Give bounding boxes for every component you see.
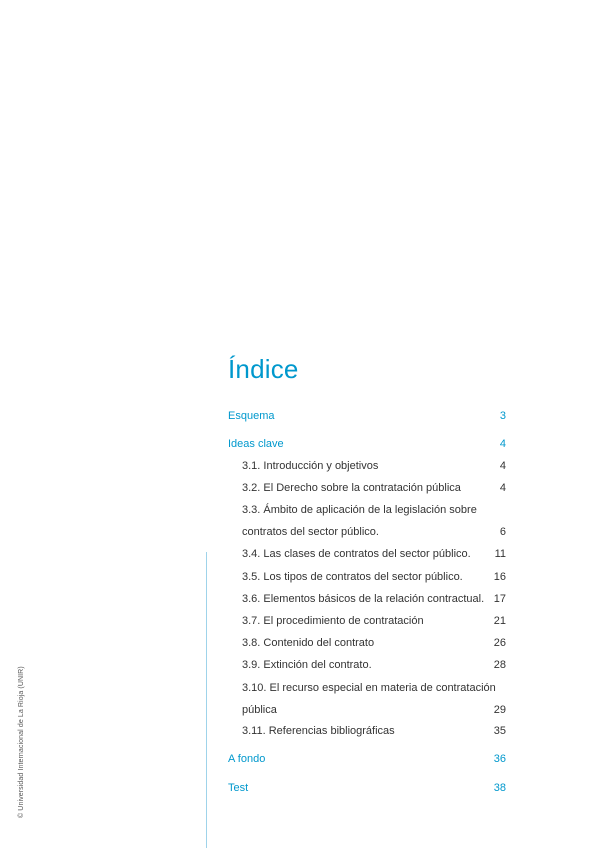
toc-entry-3-11[interactable] bbox=[242, 725, 506, 737]
toc-entry-test[interactable] bbox=[228, 782, 506, 794]
toc-entry-label: contratos del sector público. bbox=[242, 526, 379, 538]
toc-entry-page: 38 bbox=[493, 782, 506, 794]
toc-entry-label: 3.1. Introducción y objetivos bbox=[242, 460, 379, 472]
toc-entry-page: 17 bbox=[493, 593, 506, 605]
toc-entry-label: pública bbox=[242, 704, 277, 716]
toc-entry-label: 3.7. El procedimiento de contratación bbox=[242, 615, 424, 627]
toc-entry-3-7[interactable] bbox=[242, 615, 506, 627]
toc-entry-label: Test bbox=[228, 782, 249, 794]
toc-entry-page: 21 bbox=[493, 615, 506, 627]
toc-entry-3-5[interactable] bbox=[242, 571, 506, 583]
toc-entry-3-3-line1[interactable] bbox=[242, 504, 477, 516]
toc-entry-a-fondo[interactable] bbox=[228, 753, 506, 765]
page-title: Índice bbox=[228, 354, 299, 384]
toc-entry-3-4[interactable] bbox=[242, 548, 506, 560]
toc-entry-ideas-clave[interactable] bbox=[228, 438, 506, 450]
toc-entry-label: 3.4. Las clases de contratos del sector público. bbox=[242, 548, 471, 560]
toc-entry-label: Ideas clave bbox=[228, 438, 284, 450]
toc-entry-page: 28 bbox=[493, 659, 506, 671]
toc-entry-label: 3.11. Referencias bibliográficas bbox=[242, 725, 395, 737]
toc-entry-label: 3.2. El Derecho sobre la contratación pública bbox=[242, 482, 461, 494]
toc-entry-3-8[interactable] bbox=[242, 637, 506, 649]
toc-entry-label: 3.6. Elementos básicos de la relación contractual. bbox=[242, 593, 485, 605]
toc-entry-label: 3.9. Extinción del contrato. bbox=[242, 659, 372, 671]
toc-entry-3-9[interactable] bbox=[242, 659, 506, 671]
toc-entry-page: 16 bbox=[493, 571, 506, 583]
toc-entry-page: 11 bbox=[494, 548, 506, 560]
toc-entry-label: Esquema bbox=[228, 410, 275, 422]
toc-entry-page: 4 bbox=[499, 460, 506, 472]
toc-entry-page: 4 bbox=[499, 482, 506, 494]
toc-entry-esquema[interactable] bbox=[228, 410, 506, 422]
toc-entry-page: 35 bbox=[493, 725, 506, 737]
toc-entry-3-10[interactable] bbox=[242, 704, 506, 716]
toc-entry-label: 3.8. Contenido del contrato bbox=[242, 637, 375, 649]
toc-entry-label: A fondo bbox=[228, 753, 266, 765]
toc-entry-label: 3.5. Los tipos de contratos del sector público. bbox=[242, 571, 463, 583]
toc-entry-3-1[interactable] bbox=[242, 460, 506, 472]
vertical-divider bbox=[206, 552, 207, 848]
toc-entry-page: 26 bbox=[493, 637, 506, 649]
toc-entry-page: 6 bbox=[499, 526, 506, 538]
toc-entry-page: 36 bbox=[493, 753, 506, 765]
toc-entry-3-10-line1[interactable] bbox=[242, 682, 496, 694]
toc-entry-label: 3.3. Ámbito de aplicación de la legislación sobre bbox=[242, 504, 477, 516]
toc-entry-page: 29 bbox=[493, 704, 506, 716]
toc-entry-page: 3 bbox=[499, 410, 506, 422]
toc-entry-3-2[interactable] bbox=[242, 482, 506, 494]
toc-entry-page: 4 bbox=[499, 438, 506, 450]
toc-entry-label: 3.10. El recurso especial en materia de contratación bbox=[242, 682, 496, 694]
copyright-notice: © Universidad Internacional de La Rioja (UNIR) bbox=[18, 666, 25, 818]
toc-entry-3-3[interactable] bbox=[242, 526, 506, 538]
toc-entry-3-6[interactable] bbox=[242, 593, 506, 605]
